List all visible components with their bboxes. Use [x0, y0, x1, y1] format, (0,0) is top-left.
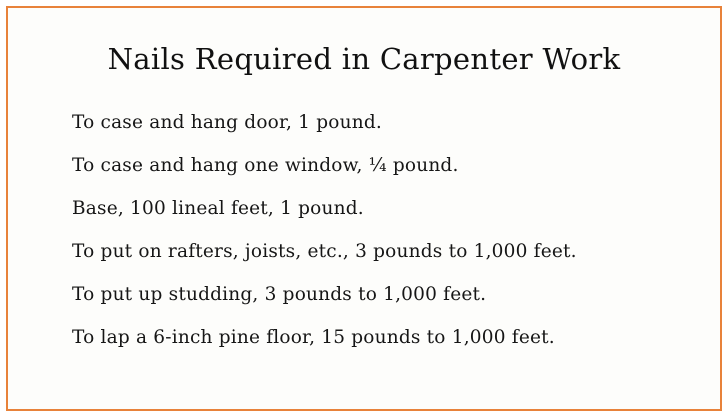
list-item-floor: To lap a 6-inch pine floor, 15 pounds to 1,000 feet.: [72, 327, 555, 348]
list-item-rafters: To put on rafters, joists, etc., 3 pounds to 1,000 feet.: [72, 241, 577, 262]
document-title: Nails Required in Carpenter Work: [107, 42, 621, 76]
nail-requirements-list: [72, 108, 577, 366]
list-item-door: To case and hang door, 1 pound.: [72, 112, 382, 133]
list-item-window: To case and hang one window, ¼ pound.: [72, 155, 459, 176]
list-item-studding: To put up studding, 3 pounds to 1,000 feet.: [72, 284, 487, 305]
list-item-base: Base, 100 lineal feet, 1 pound.: [72, 198, 364, 219]
